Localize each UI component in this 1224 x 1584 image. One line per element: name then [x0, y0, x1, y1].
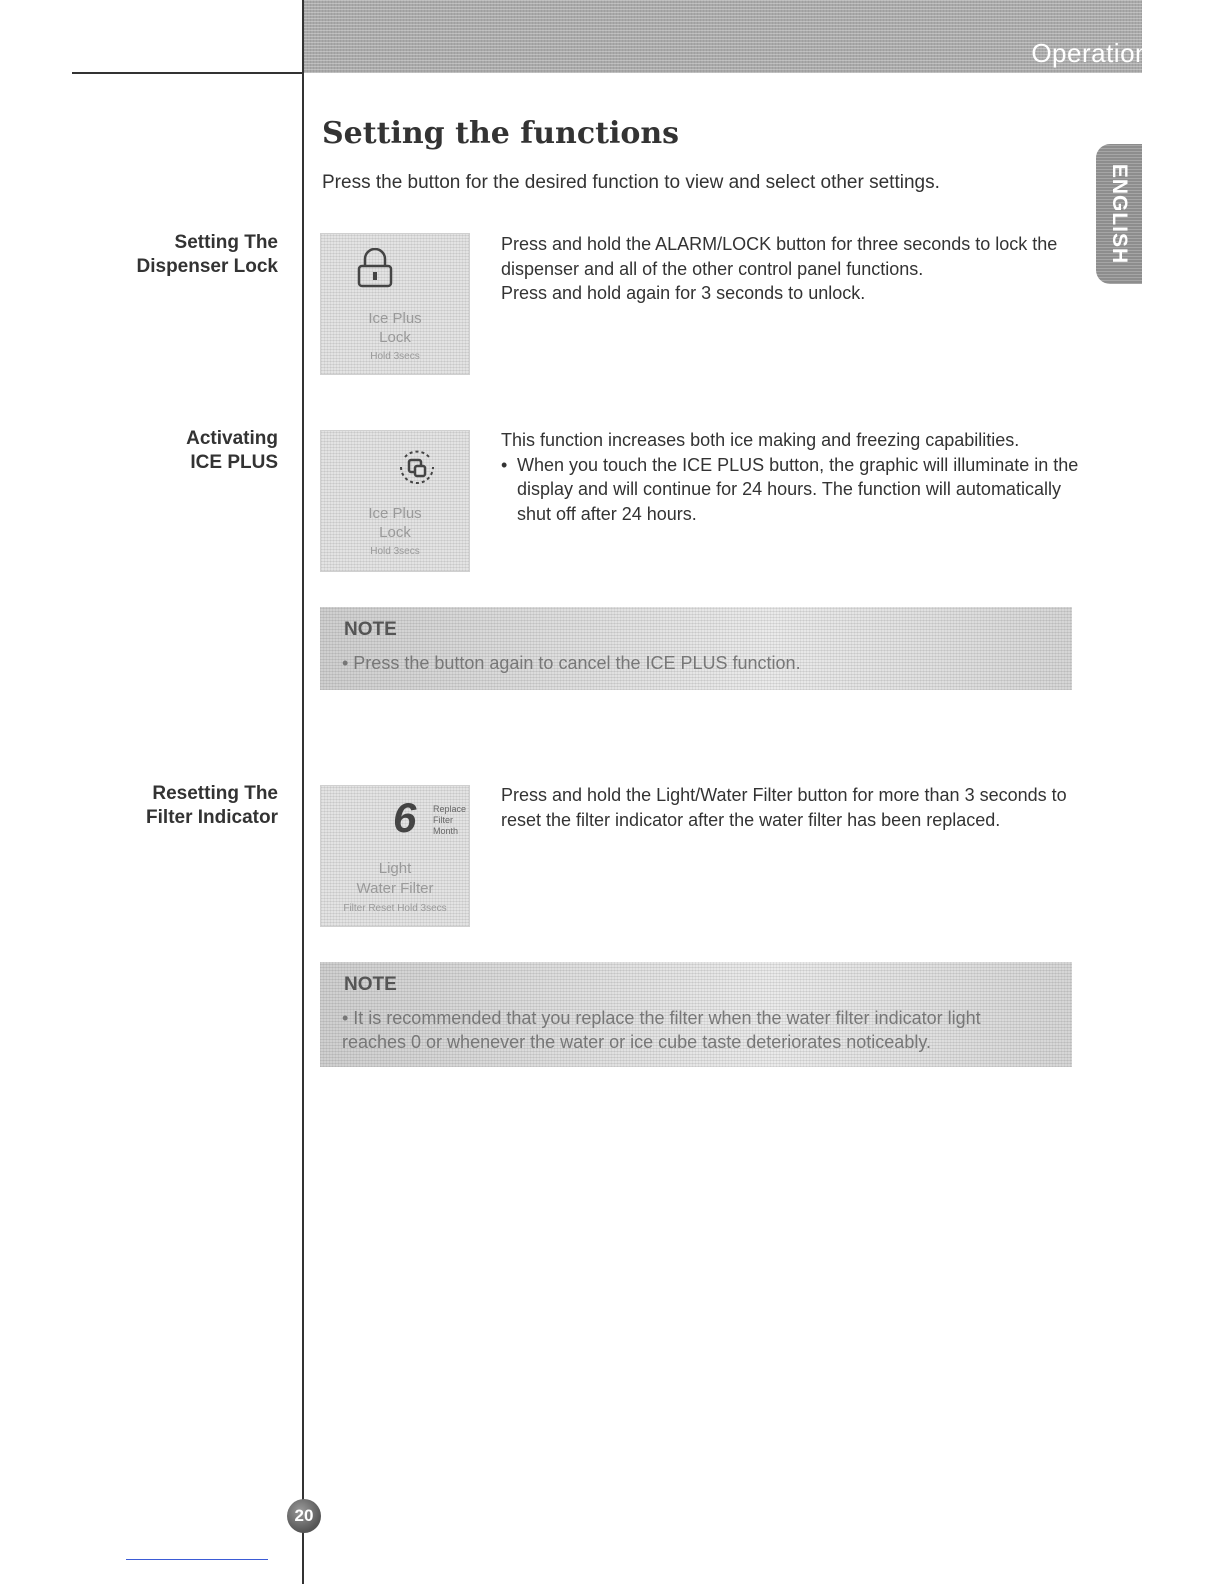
- lock-description: [501, 232, 1081, 306]
- margin-rule: [302, 0, 304, 1584]
- language-tab-label: ENGLISH: [1108, 163, 1131, 265]
- note-box: [320, 962, 1072, 1067]
- lock-heading: Setting The Dispenser Lock: [136, 232, 278, 277]
- note-text: • It is recommended that you replace the filter when the water filter indicator light reaches 0 or whenever the water or ice cube taste deteriorates noticeably.: [342, 1008, 981, 1052]
- filter-panel-image: [320, 785, 470, 927]
- panel-label-water-filter: Water Filter: [356, 880, 434, 897]
- bullet-icon: •: [501, 454, 508, 475]
- section-title: Operation: [1031, 38, 1150, 68]
- lock-panel-image: [320, 233, 470, 375]
- header-rule: [72, 72, 304, 74]
- panel-label-ice-plus: Ice Plus: [368, 310, 422, 327]
- lock-paragraph-2: Press and hold again for 3 seconds to unlock.: [501, 283, 866, 303]
- note-box: [320, 607, 1072, 690]
- note-text: • Press the button again to cancel the ICE PLUS function.: [342, 653, 801, 673]
- filter-replace-label: Replace Filter Month: [433, 804, 467, 836]
- iceplus-heading: Activating ICE PLUS: [186, 428, 278, 473]
- intro-text: Press the button for the desired function to view and select other settings.: [322, 172, 940, 193]
- iceplus-paragraph-1: This function increases both ice making and freezing capabilities.: [501, 430, 1020, 450]
- page-number: 20: [287, 1499, 321, 1533]
- filter-paragraph-1: Press and hold the Light/Water Filter button for more than 3 seconds to reset the filter indicator after the water filter has been replaced.: [501, 785, 1067, 830]
- panel-label-filter-reset: Filter Reset Hold 3secs: [343, 903, 447, 914]
- header-band: [304, 0, 1142, 73]
- filter-month-digit: 6: [393, 794, 417, 841]
- page-title: Setting the functions: [322, 116, 680, 151]
- iceplus-description: [501, 428, 1081, 526]
- panel-label-hold: Hold 3secs: [370, 546, 420, 557]
- panel-label-lock: Lock: [379, 329, 411, 346]
- ice-plus-icon: [395, 445, 439, 489]
- note-title: NOTE: [344, 619, 397, 640]
- lock-icon: [355, 248, 395, 290]
- lock-paragraph-1: Press and hold the ALARM/LOCK button for three seconds to lock the dispenser and all of the other control panel functions.: [501, 234, 1058, 279]
- note-title: NOTE: [344, 974, 397, 995]
- iceplus-bullet-item: • When you touch the ICE PLUS button, the graphic will illuminate in the display and will continue for 24 hours. The function will automatically shut off after 24 hours.: [501, 454, 1079, 524]
- panel-label-lock: Lock: [379, 524, 411, 541]
- footer-link-line: [126, 1559, 268, 1560]
- panel-label-hold: Hold 3secs: [370, 351, 420, 362]
- panel-label-light: Light: [378, 860, 412, 877]
- panel-label-ice-plus: Ice Plus: [368, 505, 422, 522]
- filter-heading: Resetting The Filter Indicator: [146, 783, 278, 828]
- iceplus-panel-image: [320, 430, 470, 572]
- language-tab: [1096, 144, 1142, 284]
- filter-description: [501, 783, 1073, 832]
